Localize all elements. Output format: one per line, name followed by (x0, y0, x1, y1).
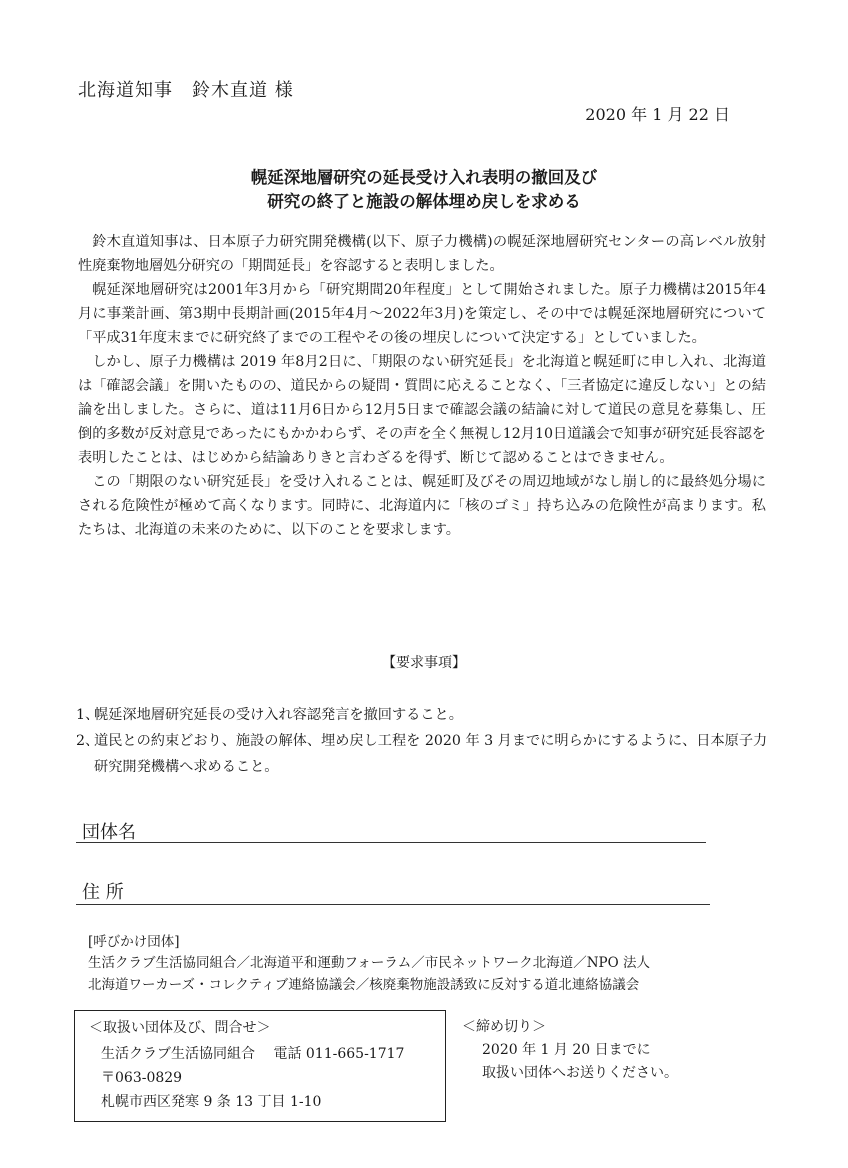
deadline-instruction: 取扱い団体へお送りください。 (482, 1065, 678, 1081)
contact-postal-code: 〒063-0829 (101, 1070, 183, 1086)
request-number: 2、 (76, 733, 100, 749)
addressee: 北海道知事 鈴木直道 様 (78, 80, 294, 101)
body-paragraph: 鈴木直道知事は、日本原子力研究開発機構(以下、原子力機構)の幌延深地層研究センターの高レベル放射性廃棄物地層処分研究の「期間延長」を容認すると表明しました。 (78, 234, 766, 274)
request-number: 1、 (76, 707, 100, 723)
organization-name-field[interactable] (76, 818, 706, 843)
requests-heading: 【要求事項】 (382, 655, 466, 671)
document-date: 2020 年 1 月 22 日 (585, 105, 730, 124)
body-text (78, 230, 766, 542)
document-title (0, 166, 848, 214)
body-paragraph: しかし、原子力機構は 2019 年8月2日に、「期限のない研究延長」を北海道と幌延町に申し入れ、北海道は「確認会議」を開いたものの、道民からの疑問・質問に応えることなく、「三者協定に違反しない」との結論を出しました。さらに、道は11月6日から12月5日まで確認会議の結論に対して道民の意見を募集し、圧倒的多数が反対意見であったにもかかわらず、その声を全く無視し12月10日道議会で知事が研究延長容認を表明したことは、はじめから結論ありきと言わざるを得ず、断じて認めることはできません。 (78, 354, 766, 466)
calling-organizations-line: 生活クラブ生活協同組合／北海道平和運動フォーラム／市民ネットワーク北海道／NPO 法人 (88, 955, 650, 971)
deadline-block (462, 1016, 678, 1085)
calling-organizations-line: 北海道ワーカーズ・コレクティブ連絡協議会／核廃棄物施設誘致に反対する道北連絡協議会 (88, 977, 640, 993)
organization-name-label: 団体名 (82, 822, 136, 843)
contact-title: ＜取扱い団体及び、問合せ＞ (89, 1020, 271, 1036)
title-line-2: 研究の終了と施設の解体埋め戻しを求める (267, 192, 581, 211)
request-text: 道民との約束どおり、施設の解体、埋め戻し工程を 2020 年 3 月までに明らかにするように、日本原子力研究開発機構へ求めること。 (94, 733, 768, 775)
body-paragraph: 幌延深地層研究は2001年3月から「研究期間20年程度」として開始されました。原子力機構は2015年4月に事業計画、第3期中長期計画(2015年4月〜2022年3月)を策定し、その中では幌延深地層研究について「平成31年度末までに研究終了までの工程やその後の埋戻しについて決定する」としていました。 (78, 282, 766, 346)
contact-address: 札幌市西区発寒 9 条 13 丁目 1-10 (101, 1094, 322, 1110)
deadline-date: 2020 年 1 月 20 日までに (482, 1042, 651, 1058)
request-item (76, 702, 776, 728)
contact-box (74, 1010, 446, 1122)
title-line-1: 幌延深地層研究の延長受け入れ表明の撤回及び (250, 168, 598, 187)
deadline-title: ＜締め切り＞ (462, 1019, 546, 1035)
contact-org-phone: 生活クラブ生活協同組合 電話 011-665-1717 (101, 1046, 405, 1062)
request-item (76, 728, 776, 780)
request-text: 幌延深地層研究延長の受け入れ容認発言を撤回すること。 (94, 707, 463, 723)
requests-list (76, 702, 776, 780)
address-field[interactable] (76, 878, 710, 905)
address-label: 住 所 (82, 882, 124, 903)
calling-organizations (88, 952, 650, 996)
body-paragraph: この「期限のない研究延長」を受け入れることは、幌延町及びその周辺地域がなし崩し的に最終処分場にされる危険性が極めて高くなります。同時に、北海道内に「核のゴミ」持ち込みの危険性が高まります。私たちは、北海道の未来のために、以下のことを要求します。 (78, 474, 766, 538)
calling-organizations-label: [呼びかけ団体] (88, 934, 180, 950)
